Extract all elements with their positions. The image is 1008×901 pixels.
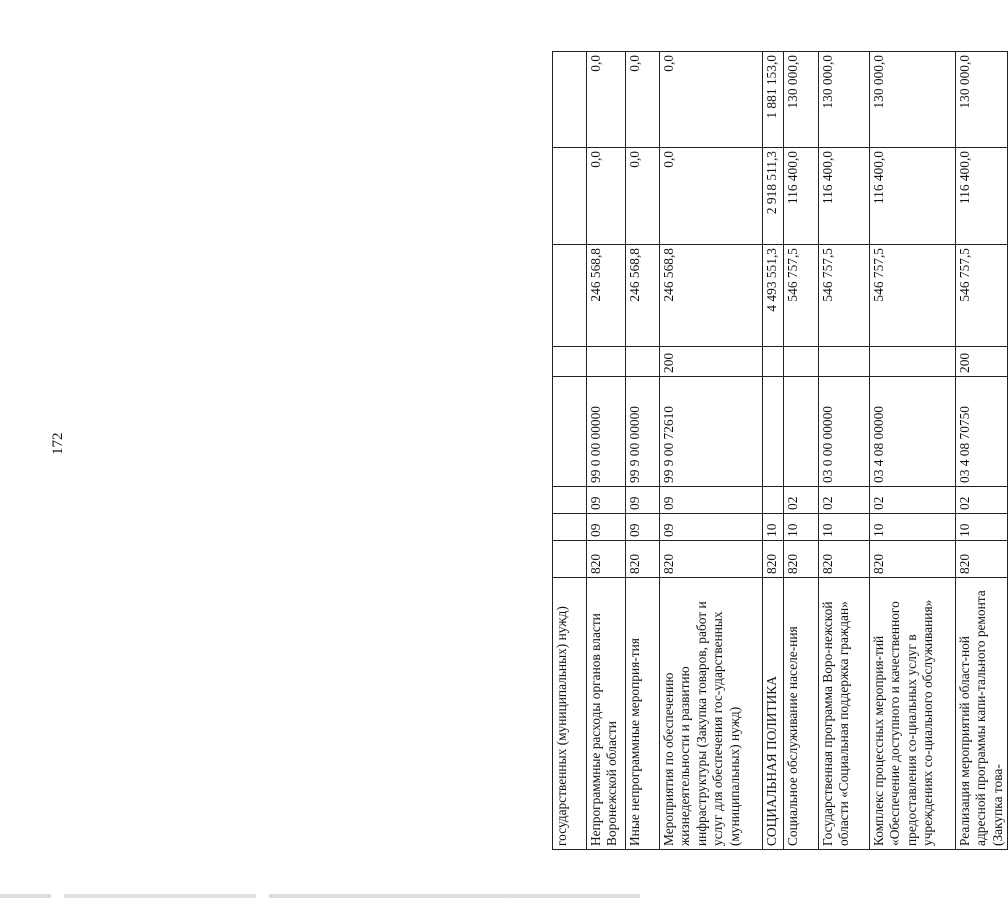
- cell-pr: 02: [819, 487, 870, 514]
- cell-rz: 10: [956, 514, 1008, 541]
- cell-rz: [553, 514, 587, 541]
- cell-name: Иные непрограммные мероприя-тия: [626, 578, 660, 850]
- cell-grbs: 820: [587, 541, 626, 578]
- cell-vr: 200: [956, 347, 1008, 377]
- cell-csr: 99 9 00 00000: [626, 377, 660, 487]
- cell-name: Социальное обслуживание населе-ния: [784, 578, 819, 850]
- cell-y1: 246 568,8: [660, 245, 763, 347]
- cell-csr: [763, 377, 784, 487]
- cell-vr: [819, 347, 870, 377]
- cell-name: Реализация мероприятий област-ной адресной программы капи-тального ремонта (Закупка това-: [956, 578, 1008, 850]
- cell-y2: 0,0: [660, 148, 763, 245]
- cell-csr: 03 4 08 00000: [870, 377, 956, 487]
- cell-pr: 02: [956, 487, 1008, 514]
- cell-grbs: 820: [784, 541, 819, 578]
- cell-y2: 116 400,0: [870, 148, 956, 245]
- cell-csr: [553, 377, 587, 487]
- table-row: [626, 52, 660, 850]
- cell-grbs: 820: [763, 541, 784, 578]
- cell-y3: 130 000,0: [784, 52, 819, 148]
- cell-y3: 1 881 153,0: [763, 52, 784, 148]
- cell-name: государственных (муниципальных) нужд): [553, 578, 587, 850]
- cell-y1: [553, 245, 587, 347]
- page-number: 172: [50, 432, 66, 455]
- cell-y2: 116 400,0: [819, 148, 870, 245]
- cell-y1: 246 568,8: [626, 245, 660, 347]
- table-row: [587, 52, 626, 850]
- cell-y1: 546 757,5: [819, 245, 870, 347]
- cell-y2: 116 400,0: [956, 148, 1008, 245]
- cell-pr: [553, 487, 587, 514]
- cell-csr: 03 0 00 00000: [819, 377, 870, 487]
- cell-rz: 10: [784, 514, 819, 541]
- cell-csr: 99 9 00 72610: [660, 377, 763, 487]
- cell-y2: 2 918 511,3: [763, 148, 784, 245]
- cell-name: Мероприятия по обеспечению жизнедеятельности и развитию инфраструктуры (Закупка товаров, работ и услуг для обеспечения гос-ударственных (муниципальных) нужд): [660, 578, 763, 850]
- cell-name: Комплекс процессных мероприя-тий «Обеспечение доступного и качественного предоставления со-циальных услуг в учреждениях со-циального обслуживания»: [870, 578, 956, 850]
- cell-y2: 0,0: [626, 148, 660, 245]
- cell-csr: [784, 377, 819, 487]
- cell-y3: [553, 52, 587, 148]
- budget-table: [552, 51, 1008, 850]
- cell-y1: 546 757,5: [870, 245, 956, 347]
- cell-y3: 0,0: [626, 52, 660, 148]
- cell-grbs: 820: [956, 541, 1008, 578]
- cell-y3: 0,0: [587, 52, 626, 148]
- cell-grbs: 820: [819, 541, 870, 578]
- cell-y2: 116 400,0: [784, 148, 819, 245]
- table-row: [956, 52, 1008, 850]
- cell-pr: 09: [660, 487, 763, 514]
- cell-name: Непрограммные расходы органов власти Воронежской области: [587, 578, 626, 850]
- cell-y3: 130 000,0: [819, 52, 870, 148]
- cell-pr: [763, 487, 784, 514]
- cell-pr: 02: [870, 487, 956, 514]
- table-row: [660, 52, 763, 850]
- cell-rz: 09: [626, 514, 660, 541]
- cell-y3: 130 000,0: [870, 52, 956, 148]
- cell-grbs: 820: [870, 541, 956, 578]
- cell-vr: [763, 347, 784, 377]
- cell-vr: [553, 347, 587, 377]
- cell-csr: 99 0 00 00000: [587, 377, 626, 487]
- cell-rz: 09: [587, 514, 626, 541]
- budget-table-rotated: [552, 52, 1005, 850]
- table-body: [553, 52, 1008, 850]
- cell-rz: 10: [819, 514, 870, 541]
- cell-name: СОЦИАЛЬНАЯ ПОЛИТИКА: [763, 578, 784, 850]
- cell-vr: [784, 347, 819, 377]
- table-row: [553, 52, 587, 850]
- table-row: [763, 52, 784, 850]
- cell-y1: 246 568,8: [587, 245, 626, 347]
- cell-vr: [870, 347, 956, 377]
- table-row: [819, 52, 870, 850]
- cell-y3: 130 000,0: [956, 52, 1008, 148]
- cell-pr: 09: [587, 487, 626, 514]
- cell-y3: 0,0: [660, 52, 763, 148]
- cell-vr: 200: [660, 347, 763, 377]
- table-row: [784, 52, 819, 850]
- table-row: [870, 52, 956, 850]
- cell-vr: [587, 347, 626, 377]
- cell-rz: 10: [870, 514, 956, 541]
- cell-grbs: 820: [626, 541, 660, 578]
- cell-pr: 02: [784, 487, 819, 514]
- cell-name: Государственная программа Воро-нежской области «Социальная поддержка граждан»: [819, 578, 870, 850]
- cell-y1: 4 493 551,3: [763, 245, 784, 347]
- cell-grbs: [553, 541, 587, 578]
- cell-y2: 0,0: [587, 148, 626, 245]
- cell-y1: 546 757,5: [956, 245, 1008, 347]
- cell-pr: 09: [626, 487, 660, 514]
- cell-grbs: 820: [660, 541, 763, 578]
- cell-y2: [553, 148, 587, 245]
- cell-vr: [626, 347, 660, 377]
- cell-rz: 09: [660, 514, 763, 541]
- cell-y1: 546 757,5: [784, 245, 819, 347]
- scan-edge: [0, 894, 640, 898]
- cell-rz: 10: [763, 514, 784, 541]
- cell-csr: 03 4 08 70750: [956, 377, 1008, 487]
